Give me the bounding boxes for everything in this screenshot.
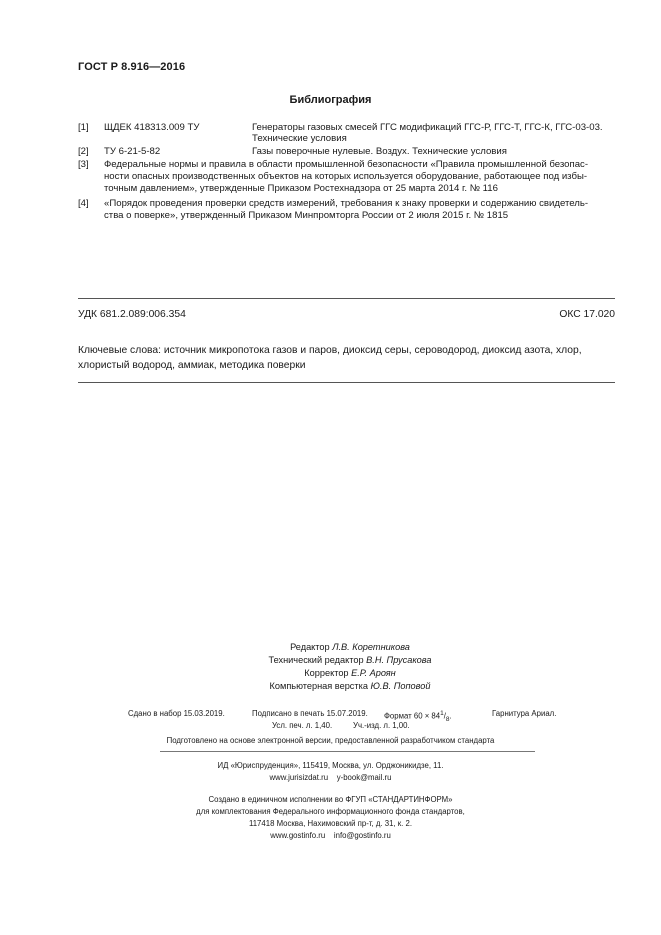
editor-line: [200, 667, 500, 680]
entry-number: [1]: [78, 122, 89, 133]
editor-role: Компьютерная верстка: [269, 681, 368, 691]
entry-number: [2]: [78, 146, 89, 157]
document-header-id: ГОСТ Р 8.916—2016: [78, 61, 186, 73]
publisher-website-link[interactable]: www.jurisizdat.ru: [269, 773, 329, 782]
keywords: [78, 344, 618, 373]
editor-line: [200, 654, 500, 667]
entry-text-line: ства о поверке», утвержденный Приказом Минпромторга России от 2 июля 2015 г. № 1815: [104, 210, 509, 221]
entry-text-line: Федеральные нормы и правила в области промышленной безопасности «Правила промышленной безопас-: [104, 159, 589, 170]
udc-code: УДК 681.2.089:006.354: [78, 309, 186, 320]
divider-bottom: [78, 382, 615, 383]
publisher-line: ИД «Юриспруденция», 115419, Москва, ул. Орджоникидзе, 11.: [217, 761, 444, 770]
bibliography-title: Библиография: [289, 94, 372, 106]
keywords-line: Ключевые слова: источник микропотока газов и паров, диоксид серы, сероводород, диоксид азота, хлор,: [78, 345, 582, 356]
typeface: Гарнитура Ариал.: [492, 709, 557, 718]
publisher-email-link[interactable]: y-book@mail.ru: [336, 773, 392, 782]
editor-role: Редактор: [290, 642, 330, 652]
editor-name: Л.В. Коретникова: [332, 642, 410, 652]
entry-number: [4]: [78, 198, 89, 209]
entry-code: ТУ 6-21-5-82: [104, 146, 161, 157]
gostinfo-email-link[interactable]: info@gostinfo.ru: [333, 831, 391, 840]
created-address: 117418 Москва, Нахимовский пр-т, д. 31, к. 2.: [248, 819, 413, 828]
editor-name: Ю.В. Поповой: [370, 681, 431, 691]
keywords-line: хлористый водород, аммиак, методика поверки: [78, 359, 306, 371]
entry-text-line: точным давлением», утвержденные Приказом Ростехнадзора от 25 марта 2014 г. № 116: [104, 183, 498, 194]
signed-date: Подписано в печать 15.07.2019.: [252, 709, 368, 718]
editors-block: [200, 641, 500, 693]
created-line: Создано в единичном исполнении во ФГУП «СТАНДАРТИНФОРМ»: [208, 795, 453, 804]
entry-number: [3]: [78, 159, 89, 170]
publisher-sheets: Уч.-изд. л. 1,00.: [353, 721, 410, 730]
entry-title-line: Газы поверочные нулевые. Воздух. Технические условия: [252, 146, 507, 157]
entry-code: ЩДЕК 418313.009 ТУ: [104, 122, 200, 133]
editor-line: [200, 641, 500, 654]
publisher-contacts: [0, 772, 661, 783]
gostinfo-website-link[interactable]: www.gostinfo.ru: [270, 831, 326, 840]
editor-role: Технический редактор: [268, 655, 364, 665]
entry-title-line: Генераторы газовых смесей ГГС модификаций ГГС-Р, ГГС-Т, ГГС-К, ГГС-03-03.: [252, 122, 603, 133]
editor-line: [200, 680, 500, 693]
editor-role: Корректор: [304, 668, 349, 678]
page-format: Формат $60 \times 84^1/_8$.: [384, 710, 452, 724]
entry-text-line: ности опасных производственных объектов на которых используется оборудование, работающее под избы-: [104, 171, 588, 182]
editor-name: В.Н. Прусакова: [366, 655, 432, 665]
submitted-date: Сдано в набор 15.03.2019.: [128, 709, 225, 718]
oks-code: ОКС 17.020: [559, 309, 615, 320]
print-sheets: Усл. печ. л. 1,40.: [272, 721, 333, 730]
entry-text-line: «Порядок проведения проверки средств измерений, требования к знаку проверки и содержанию свидетель-: [104, 198, 589, 209]
entry-title-line: Технические условия: [252, 133, 347, 144]
divider-imprint: [160, 751, 535, 752]
prepared-note: Подготовлено на основе электронной версии, предоставленной разработчиком стандарта: [166, 736, 495, 745]
editor-name: Е.Р. Ароян: [351, 668, 396, 678]
created-contacts: [0, 830, 661, 841]
divider-top: [78, 298, 615, 299]
created-line: для комплектования Федерального информационного фонда стандартов,: [196, 807, 465, 816]
